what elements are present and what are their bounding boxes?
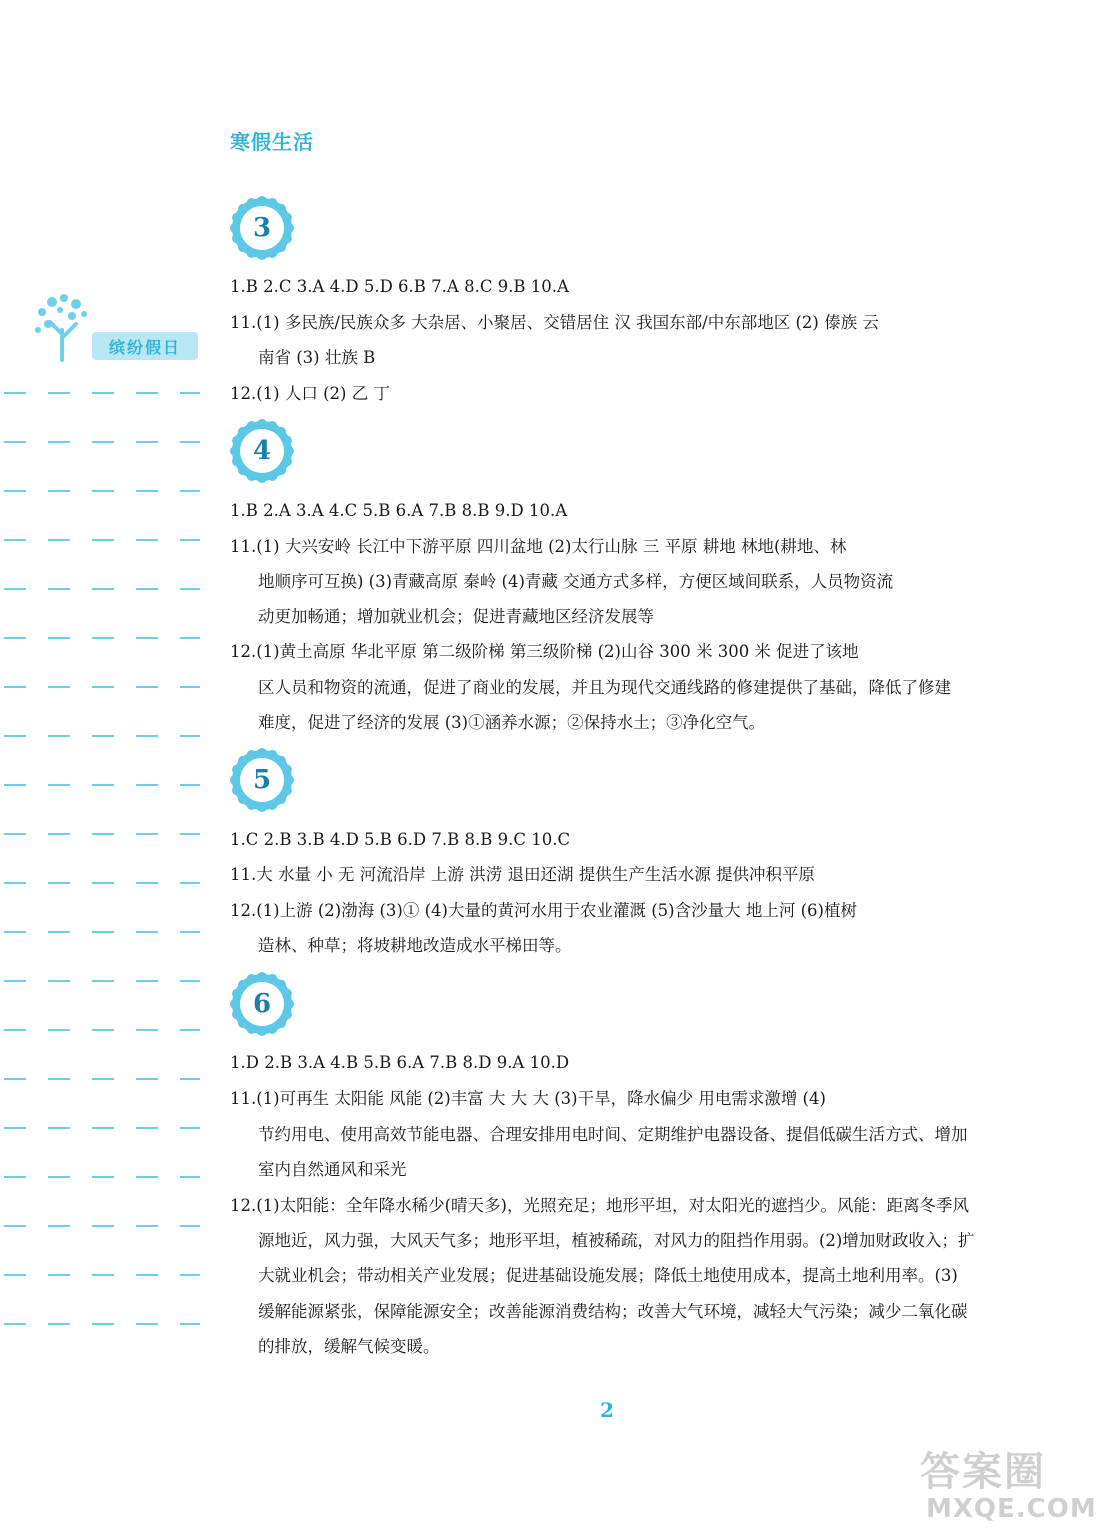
answer-line: 大就业机会；带动相关产业发展；促进基础设施发展；降低土地使用成本，提高土地利用率。(3): [258, 1266, 958, 1285]
answer-line: 11.(1) 大兴安岭 长江中下游平原 四川盆地 (2)太行山脉 三 平原 耕地 林地(耕地、林: [230, 537, 847, 556]
watermark-line2: MXQE.COM: [926, 1494, 1097, 1524]
section-number: 5: [252, 765, 272, 795]
answer-line: 12.(1)黄土高原 华北平原 第二级阶梯 第三级阶梯 (2)山谷 300 米 300 米 促进了该地: [230, 642, 859, 661]
section-badge-5: [230, 748, 294, 812]
section-number: 3: [252, 213, 272, 243]
answer-line: 1.B 2.A 3.A 4.C 5.B 6.A 7.B 8.B 9.D 10.A: [230, 501, 568, 520]
answer-line: 室内自然通风和采光: [258, 1160, 407, 1179]
answer-line: 1.B 2.C 3.A 4.D 5.D 6.B 7.A 8.C 9.B 10.A: [230, 277, 569, 296]
page-header-title: 寒假生活: [230, 130, 314, 154]
section-number: 6: [252, 989, 272, 1019]
answer-line: 11.(1) 多民族/民族众多 大杂居、小聚居、交错居住 汉 我国东部/中东部地区 (2) 傣族 云: [230, 313, 879, 332]
answer-line: 地顺序可互换) (3)青藏高原 秦岭 (4)青藏 交通方式多样，方便区域间联系，人员物资流: [258, 572, 894, 591]
answer-line: 缓解能源紧张，保障能源安全；改善能源消费结构；改善大气环境，减轻大气污染；减少二氧化碳: [258, 1302, 968, 1321]
answer-line: 1.D 2.B 3.A 4.B 5.B 6.A 7.B 8.D 9.A 10.D: [230, 1053, 570, 1072]
answer-line: 动更加畅通；增加就业机会；促进青藏地区经济发展等: [258, 607, 654, 626]
answer-line: 节约用电、使用高效节能电器、合理安排用电时间、定期维护电器设备、提倡低碳生活方式、增加: [258, 1125, 968, 1144]
answer-line: 难度，促进了经济的发展 (3)①涵养水源；②保持水土；③净化空气。: [258, 713, 766, 732]
answer-line: 区人员和物资的流通，促进了商业的发展，并且为现代交通线路的修建提供了基础，降低了修建: [258, 678, 951, 697]
answer-line: 11.(1)可再生 太阳能 风能 (2)丰富 大 大 大 (3)干旱，降水偏少 用电需求激增 (4): [230, 1089, 826, 1108]
section-badge-4: [230, 419, 294, 483]
watermark-line1: 答案圈: [920, 1449, 1046, 1495]
margin-dashed-lines: [4, 392, 200, 1372]
answer-line: 源地近，风力强，大风天气多；地形平坦，植被稀疏，对风力的阻挡作用弱。(2)增加财政收入；扩: [258, 1231, 975, 1250]
section-number: 4: [252, 436, 272, 466]
brand-tag: 缤纷假日: [92, 332, 198, 360]
answer-line: 1.C 2.B 3.B 4.D 5.B 6.D 7.B 8.B 9.C 10.C: [230, 830, 571, 849]
answer-line: 南省 (3) 壮族 B: [258, 348, 376, 367]
answer-line: 12.(1)上游 (2)渤海 (3)① (4)大量的黄河水用于农业灌溉 (5)含沙量大 地上河 (6)植树: [230, 901, 857, 920]
section-badge-6: [230, 972, 294, 1036]
answer-line: 11.大 水量 小 无 河流沿岸 上游 洪涝 退田还湖 提供生产生活水源 提供冲积平原: [230, 865, 815, 884]
page-number: 2: [600, 1398, 614, 1422]
section-badge-3: [230, 196, 294, 260]
watermark-logo: [920, 1440, 1097, 1530]
answer-line: 的排放，缓解气候变暖。: [258, 1337, 440, 1356]
answer-line: 12.(1)太阳能：全年降水稀少(晴天多)，光照充足；地形平坦，对太阳光的遮挡少。风能：距离冬季风: [230, 1196, 969, 1215]
answer-line: 12.(1) 人口 (2) 乙 丁: [230, 384, 390, 403]
answer-line: 造林、种草；将坡耕地改造成水平梯田等。: [258, 936, 572, 955]
